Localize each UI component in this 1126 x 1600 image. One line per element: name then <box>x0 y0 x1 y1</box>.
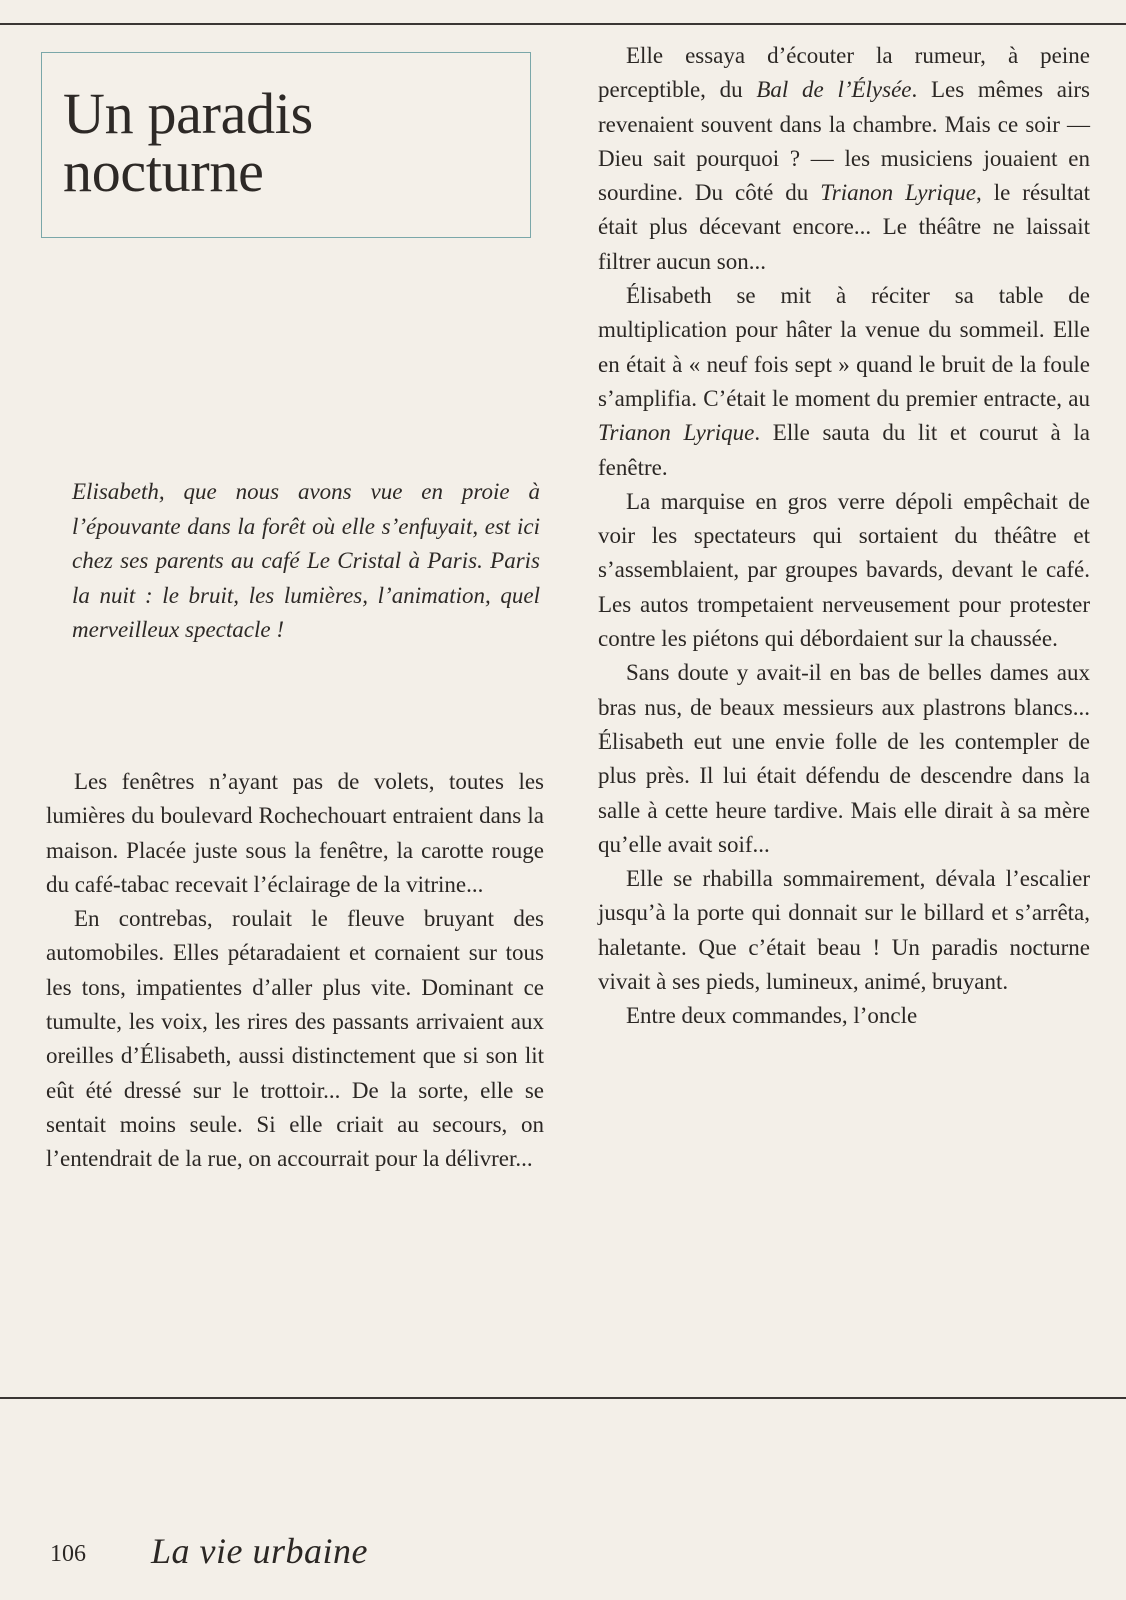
text-run: Elle essaya d’écouter la rumeur, à peine perceptible, du <box>598 43 1090 103</box>
right-paragraph-5: Elle se rhabilla sommairement, dévala l’escalier jusqu’à la porte qui donnait sur le billard et s’arrêta, haletante. Que c’était beau ! Un paradis nocturne vivait à ses pieds, lumineux, animé, bruyant. <box>598 866 1090 995</box>
text-run: , le résultat était plus décevant encore... Le théâtre ne laissait filtrer aucun son... <box>598 180 1090 274</box>
text-run: . Elle sauta du lit et courut à la fenêtre. <box>598 420 1090 480</box>
right-paragraph-1 <box>598 39 1090 279</box>
right-column <box>598 39 1090 1034</box>
right-paragraph-4: Sans doute y avait-il en bas de belles dames aux bras nus, de beaux messieurs aux plastrons blancs... Élisabeth eut une envie folle de les contempler de plus près. Il lui était défendu de descendre dans la salle à cette heure tardive. Mais elle dirait à sa mère qu’elle avait soif... <box>598 660 1090 857</box>
italic-run: Bal de l’Élysée <box>756 77 912 103</box>
left-column <box>46 765 544 1177</box>
left-paragraph-2: En contrebas, roulait le fleuve bruyant des automobiles. Elles pétaradaient et cornaient sur tous les tons, impatientes d’aller plus vite. Dominant ce tumulte, les voix, les rires des passants arrivaient aux oreilles d’Élisabeth, aussi distinctement que si son lit eût été dressé sur le trottoir... De la sorte, elle se sentait moins seule. Si elle criait au secours, on l’entendrait de la rue, on accourrait pour la délivrer... <box>46 906 544 1172</box>
bottom-rule <box>0 1397 1126 1399</box>
italic-run: Trianon Lyrique <box>598 420 755 446</box>
right-paragraph-2 <box>598 279 1090 485</box>
right-paragraph-6: Entre deux commandes, l’oncle <box>626 1003 918 1029</box>
text-run: Élisabeth se mit à réciter sa table de multiplication pour hâter la venue du sommeil. Elle en était à « neuf fois sept » quand le bruit de la foule s’amplifia. C’était le moment du premier entracte, au <box>598 283 1090 411</box>
left-paragraph-1: Les fenêtres n’ayant pas de volets, toutes les lumières du boulevard Rochechouart entraient dans la maison. Placée juste sous la fenêtre, la carotte rouge du café-tabac recevait l’éclairage de la vitrine... <box>46 769 544 897</box>
italic-run: Trianon Lyrique <box>820 180 976 206</box>
section-title: La vie urbaine <box>151 1531 368 1571</box>
intro-paragraph: Elisabeth, que nous avons vue en proie à l’épouvante dans la forêt où elle s’enfuyait, est ici chez ses parents au café Le Cristal à Paris. Paris la nuit : le bruit, les lumières, l’animation, quel merveilleux spectacle ! <box>72 479 540 642</box>
top-rule <box>0 23 1126 25</box>
title-box <box>41 52 531 238</box>
right-paragraph-3: La marquise en gros verre dépoli empêchait de voir les spectateurs qui sortaient du théâtre et s’assemblaient, par groupes bavards, devant le café. Les autos trompetaient nerveusement pour protester contre les piétons qui débordaient sur la chaussée. <box>598 488 1090 652</box>
text-run: . Les mêmes airs revenaient souvent dans la chambre. Mais ce soir — Dieu sait pourquoi ? — les musiciens jouaient en sourdine. Du côté du <box>598 77 1090 206</box>
page-title: Un paradis nocturne <box>63 81 313 204</box>
page-number: 106 <box>50 1541 86 1567</box>
